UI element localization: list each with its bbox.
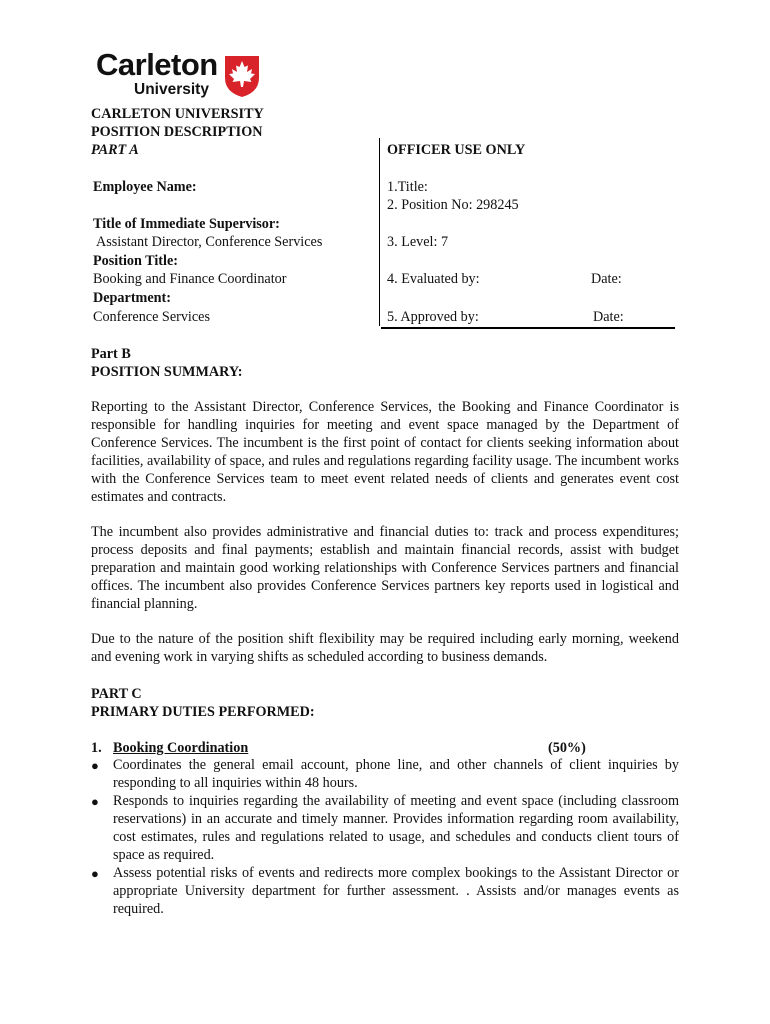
header-position-description: POSITION DESCRIPTION bbox=[91, 124, 263, 140]
header-university: CARLETON UNIVERSITY bbox=[91, 106, 264, 122]
officer-title: 1.Title: bbox=[387, 179, 428, 195]
position-title-label: Position Title: bbox=[93, 253, 178, 269]
logo-word-university: University bbox=[134, 81, 209, 98]
summary-paragraph-2: The incumbent also provides administrative and financial duties to: track and process expenditures; process deposits and final payments; establish and maintain financial records, assist with budget preparation and maintain good working relationships with Conference Services partners and financial offices. The incumbent also provides Conference Services partners key reports used in logistical and financial planning. bbox=[91, 524, 679, 612]
carleton-logo bbox=[96, 47, 266, 102]
primary-duties-heading: PRIMARY DUTIES PERFORMED: bbox=[91, 704, 315, 720]
officer-evaluated-by: 4. Evaluated by: bbox=[387, 271, 480, 287]
duty-bullet-2: Responds to inquiries regarding the availability of meeting and event space (including classroom reservations) in an accurate and timely manner. Provides information regarding room availability, cost estimates, rules and regulations related to usage, and schedules and conducts client tours of space as required. bbox=[113, 793, 679, 863]
duty-1-number: 1. bbox=[91, 740, 102, 756]
bullet-icon: ● bbox=[91, 794, 99, 809]
employee-name-label: Employee Name: bbox=[93, 179, 197, 195]
department-label: Department: bbox=[93, 290, 172, 306]
department-value: Conference Services bbox=[93, 309, 210, 325]
duty-1-percent: (50%) bbox=[548, 740, 586, 756]
officer-level: 3. Level: 7 bbox=[387, 234, 449, 250]
duty-1-title: Booking Coordination bbox=[113, 740, 249, 756]
supervisor-value: Assistant Director, Conference Services bbox=[96, 234, 323, 250]
officer-approved-by: 5. Approved by: bbox=[387, 309, 479, 325]
summary-paragraph-3: Due to the nature of the position shift flexibility may be required including early morning, weekend and evening work in varying shifts as scheduled according to business demands. bbox=[91, 631, 679, 665]
part-b-heading: Part B bbox=[91, 346, 131, 362]
maple-leaf-shield-icon bbox=[223, 54, 261, 98]
officer-bottom-rule bbox=[381, 327, 675, 329]
position-summary-heading: POSITION SUMMARY: bbox=[91, 364, 243, 380]
officer-use-heading: OFFICER USE ONLY bbox=[387, 142, 526, 158]
summary-paragraph-1: Reporting to the Assistant Director, Conference Services, the Booking and Finance Coordinator is responsible for handling inquiries for meeting and event space managed by the Department of Conference Services. The incumbent is the first point of contact for clients seeking information about facilities, availability of space, and rules and regulations regarding facility usage. The incumbent works with the Conference Services team to meet event related needs of clients and generates event cost estimates and contracts. bbox=[91, 399, 679, 505]
bullet-icon: ● bbox=[91, 866, 99, 881]
officer-evaluated-date: Date: bbox=[591, 271, 622, 287]
duty-bullet-1: Coordinates the general email account, phone line, and other channels of client inquiries by responding to all inquiries within 48 hours. bbox=[113, 757, 679, 791]
officer-approved-date: Date: bbox=[593, 309, 624, 325]
part-c-heading: PART C bbox=[91, 686, 142, 702]
position-title-value: Booking and Finance Coordinator bbox=[93, 271, 287, 287]
supervisor-label: Title of Immediate Supervisor: bbox=[93, 216, 280, 232]
officer-position-no: 2. Position No: 298245 bbox=[387, 197, 519, 213]
column-divider bbox=[379, 138, 380, 326]
duty-bullet-3: Assess potential risks of events and redirects more complex bookings to the Assistant Director or appropriate University department for further assessment. . Assists and/or manages events as required. bbox=[113, 865, 679, 917]
bullet-icon: ● bbox=[91, 758, 99, 773]
logo-word-carleton: Carleton bbox=[96, 47, 218, 82]
header-part-a: PART A bbox=[91, 142, 139, 158]
